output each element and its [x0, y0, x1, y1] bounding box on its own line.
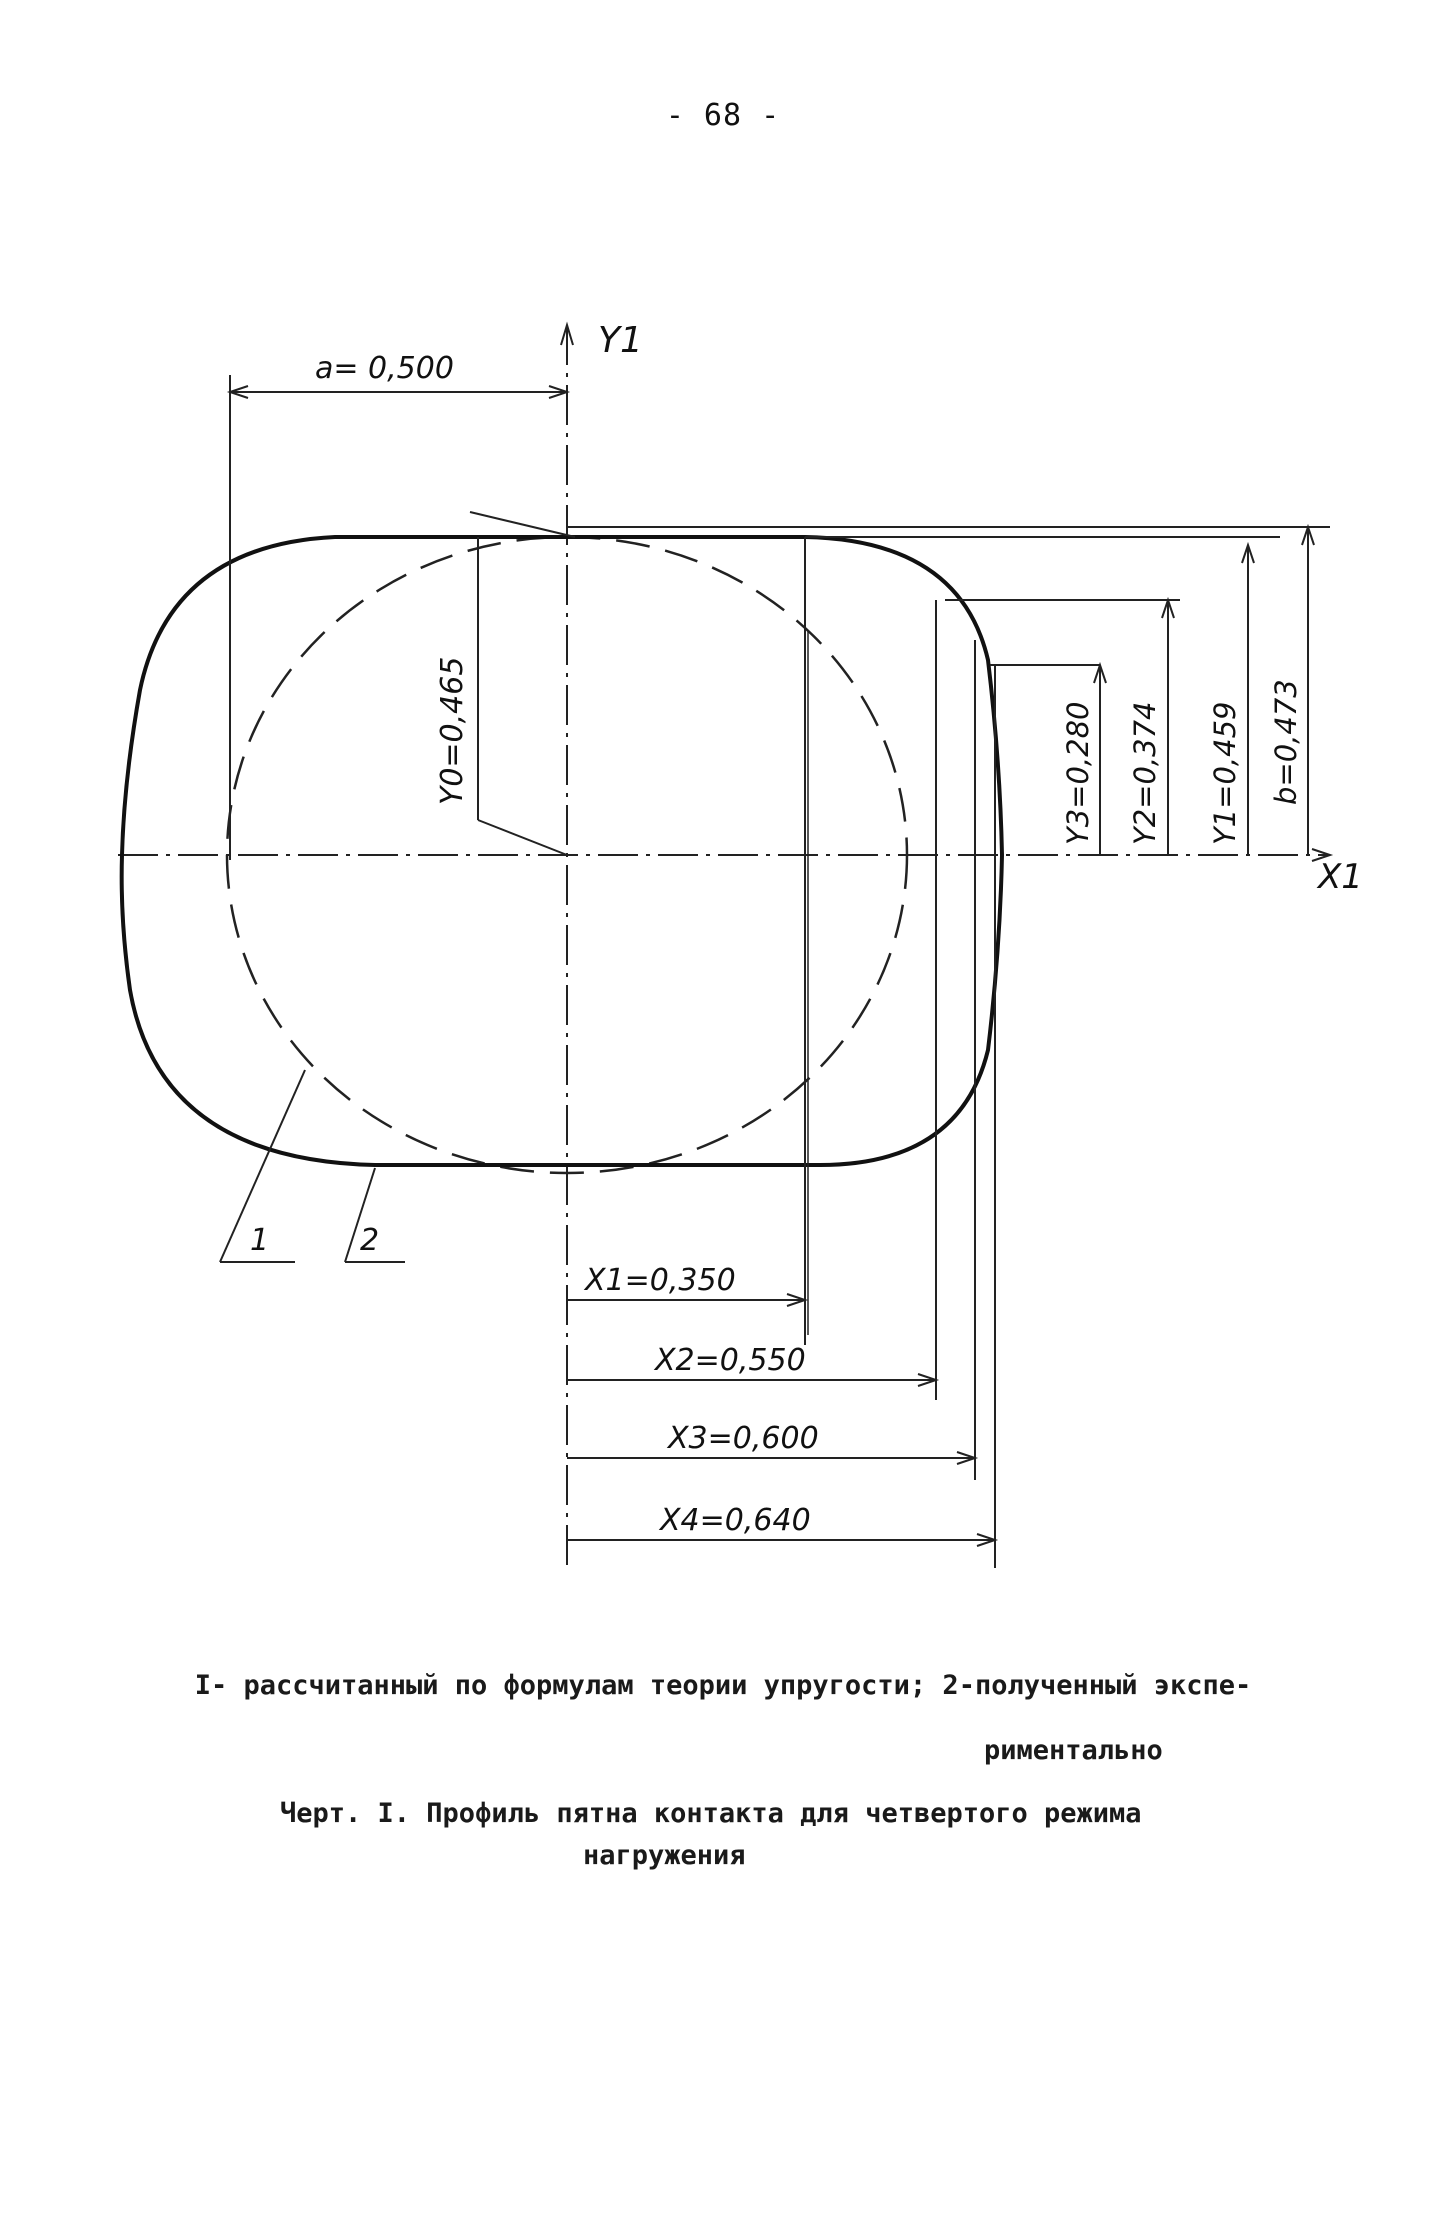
x-axis-label: X1 [1318, 857, 1363, 897]
figure-title-line-2: нагружения [583, 1840, 746, 1871]
y-axis-label: Y1 [598, 320, 643, 361]
dim-b-label: b=0,473 [1269, 679, 1303, 805]
experimental-contact-curve [122, 537, 1002, 1165]
figure-title-line-1: Черт. I. Профиль пятна контакта для четвертого режима [280, 1798, 1142, 1829]
dim-y0-label: Y0=0,465 [435, 656, 470, 805]
curve-2-label: 2 [360, 1223, 380, 1258]
legend-line-2: риментально [984, 1735, 1163, 1766]
dim-a-label: a= 0,500 [315, 351, 454, 386]
dim-x1-label: X1=0,350 [585, 1263, 736, 1298]
dim-y2-label: Y2=0,374 [1128, 701, 1162, 845]
dim-x4-label: X4=0,640 [660, 1503, 811, 1538]
dim-y1-label: Y1=0,459 [1208, 701, 1242, 845]
dim-x3-label: X3=0,600 [668, 1421, 819, 1456]
dim-x2-label: X2=0,550 [655, 1343, 806, 1378]
legend-line-1: I- рассчитанный по формулам теории упругости; 2-полученный экспе- [194, 1670, 1252, 1701]
dim-y3-label: Y3=0,280 [1061, 701, 1095, 845]
curve-1-label: 1 [250, 1223, 270, 1258]
page-number: - 68 - [665, 98, 781, 133]
